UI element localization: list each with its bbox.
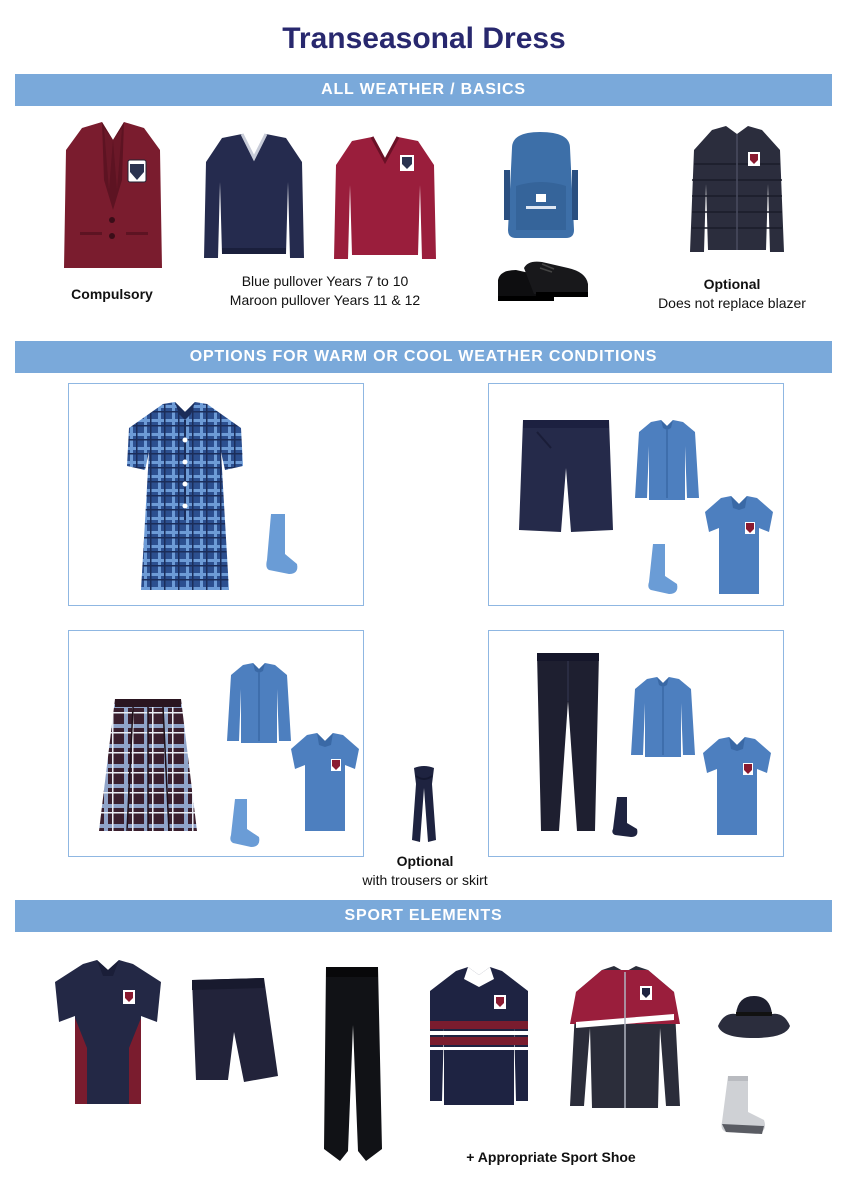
sock-icon	[265, 512, 299, 578]
option-box-skirt	[68, 630, 364, 857]
pullover-caption	[190, 272, 460, 310]
tartan-skirt-icon	[97, 697, 199, 837]
scarf-caption	[330, 852, 520, 890]
rugby-top-icon	[428, 965, 530, 1109]
shorts-icon	[517, 418, 615, 536]
sock-icon	[611, 795, 641, 841]
page-title: Transeasonal Dress	[282, 22, 566, 55]
section-heading-basics: ALL WEATHER / BASICS	[15, 74, 832, 106]
blazer-caption: Compulsory	[71, 286, 153, 302]
jacket-caption-note: Does not replace blazer	[658, 295, 806, 311]
long-sleeve-shirt-icon	[635, 418, 699, 504]
short-sleeve-shirt-icon	[289, 731, 361, 833]
pullover-caption-line-2: Maroon pullover Years 11 & 12	[229, 292, 421, 308]
track-pants-icon	[320, 965, 386, 1165]
option-box-trousers	[488, 630, 784, 857]
scarf-icon	[408, 766, 440, 846]
pullover-caption-line-1: Blue pullover Years 7 to 10	[241, 273, 409, 289]
blue-pullover-icon	[204, 132, 304, 262]
sport-sock-icon	[718, 1074, 770, 1138]
option-box-shorts	[488, 383, 784, 606]
sport-shorts-icon	[188, 976, 280, 1086]
option-box-dress	[68, 383, 364, 606]
sport-shoe-note: + Appropriate Sport Shoe	[466, 1149, 636, 1165]
puffer-jacket-icon	[690, 124, 784, 259]
sock-icon	[229, 797, 263, 851]
check-dress-icon	[125, 400, 245, 596]
track-jacket-icon	[568, 964, 682, 1110]
school-shoes-icon	[494, 258, 590, 304]
section-heading-warm-cool: OPTIONS FOR WARM OR COOL WEATHER CONDITIONS	[15, 341, 832, 373]
scarf-caption-title: Optional	[396, 853, 454, 869]
jacket-caption	[640, 275, 824, 313]
maroon-pullover-icon	[334, 135, 436, 263]
long-sleeve-shirt-icon	[227, 661, 291, 747]
polo-shirt-icon	[53, 958, 163, 1108]
long-sleeve-shirt-icon	[631, 675, 695, 761]
backpack-icon	[500, 130, 582, 240]
section-heading-sport: SPORT ELEMENTS	[15, 900, 832, 932]
blazer-icon	[62, 120, 164, 275]
bucket-hat-icon	[716, 992, 792, 1042]
scarf-caption-note: with trousers or skirt	[362, 872, 488, 888]
short-sleeve-shirt-icon	[703, 494, 775, 596]
short-sleeve-shirt-icon	[701, 735, 773, 837]
sock-icon	[647, 542, 681, 598]
jacket-caption-title: Optional	[703, 276, 761, 292]
trousers-icon	[533, 651, 603, 835]
